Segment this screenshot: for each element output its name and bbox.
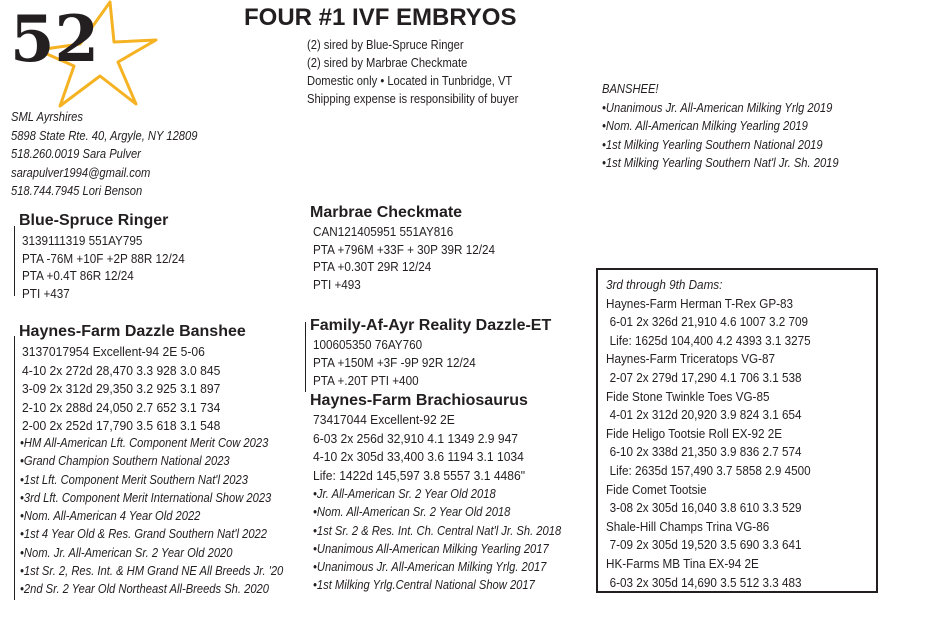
- record-line: 6-03 2x 256d 32,910 4.1 1349 2.9 947: [313, 430, 519, 446]
- sire-details-dazzle-et: [313, 336, 476, 390]
- banshee-notes: [602, 80, 839, 173]
- consignor-line: 5898 State Rte. 40, Argyle, NY 12809: [11, 127, 198, 143]
- dam-entry-name: Fide Heligo Tootsie Roll EX-92 2E: [606, 425, 783, 441]
- consignor-info: [11, 108, 197, 201]
- dam-entry-name: Shale-Hill Champs Trina VG-86: [606, 518, 770, 534]
- sire-name-ringer: Blue-Spruce Ringer: [19, 212, 169, 229]
- consignor-line: SML Ayrshires: [11, 109, 83, 124]
- banshee-note-item: •Unanimous Jr. All-American Milking Yrlg 2019: [602, 99, 833, 115]
- divider: [14, 336, 15, 600]
- banshee-note-item: •Nom. All-American Milking Yearling 2019: [602, 118, 808, 133]
- award-item: •1st Lft. Component Merit Southern Nat'l 2023: [20, 471, 248, 487]
- record-line: 3137017954 Excellent-94 2E 5-06: [22, 344, 205, 359]
- dam-record-line: 7-09 2x 305d 19,520 3.5 690 3.3 641: [609, 537, 802, 553]
- dam-record-line: Life: 1625d 104,400 4.2 4393 3.1 3275: [609, 332, 811, 348]
- consignor-line: 518.260.0019 Sara Pulver: [11, 146, 141, 161]
- award-item: •1st Milking Yrlg.Central National Show 2017: [313, 577, 535, 593]
- dam-record-line: 4-01 2x 312d 20,920 3.9 824 3.1 654: [609, 407, 802, 423]
- award-item: •3rd Lft. Component Merit International Show 2023: [20, 489, 272, 505]
- award-item: •Grand Champion Southern National 2023: [20, 453, 230, 469]
- sire-details-checkmate: [313, 223, 495, 293]
- dams-list: [606, 276, 811, 592]
- dam-record-line: 6-01 2x 326d 21,910 4.6 1007 3.2 709: [609, 314, 809, 330]
- dam-name-brachiosaurus: Haynes-Farm Brachiosaurus: [310, 392, 528, 409]
- record-line: 4-10 2x 305d 33,400 3.6 1194 3.1 1034: [313, 449, 524, 464]
- detail-line: Shipping expense is responsibility of buyer: [307, 91, 519, 106]
- consignor-line: 518.744.7945 Lori Benson: [11, 183, 143, 198]
- dam-entry-name: HK-Farms MB Tina EX-94 2E: [606, 555, 759, 571]
- sire-line: PTA +0.4T 86R 12/24: [22, 268, 134, 283]
- dam-entry-name: Fide Stone Twinkle Toes VG-85: [606, 388, 770, 404]
- awards-banshee: [20, 434, 283, 599]
- sire-line: PTI +493: [313, 276, 361, 292]
- lot-title: FOUR #1 IVF EMBRYOS: [244, 4, 517, 31]
- dam-records-banshee: [22, 343, 220, 436]
- banshee-note-item: •1st Milking Yearling Southern Nat'l Jr. Sh. 2019: [602, 155, 839, 170]
- record-line: 4-10 2x 272d 28,470 3.3 928 3.0 845: [22, 362, 221, 378]
- record-line: 2-00 2x 252d 17,790 3.5 618 3.1 548: [22, 418, 221, 433]
- award-item: •1st 4 Year Old & Res. Grand Southern Nat'l 2022: [20, 526, 267, 542]
- dam-records-brachiosaurus: [313, 411, 525, 485]
- consignor-line: sarapulver1994@gmail.com: [11, 164, 151, 180]
- award-item: •1st Sr. 2, Res. Int. & HM Grand NE All Breeds Jr. '20: [20, 563, 284, 579]
- dam-record-line: 2-07 2x 279d 17,290 4.1 706 3.1 538: [609, 369, 802, 385]
- sire-name-dazzle-et: Family-Af-Ayr Reality Dazzle-ET: [310, 317, 552, 334]
- award-item: •1st Sr. 2 & Res. Int. Ch. Central Nat'l Jr. Sh. 2018: [313, 522, 562, 538]
- sire-line: 3139111319 551AY795: [22, 233, 143, 248]
- award-item: •Nom. All-American Sr. 2 Year Old 2018: [313, 504, 511, 520]
- divider: [14, 226, 15, 296]
- award-item: •Unanimous All-American Milking Yearling 2017: [313, 540, 549, 556]
- sire-line: CAN121405951 551AY816: [313, 224, 454, 239]
- sire-name-checkmate: Marbrae Checkmate: [310, 204, 463, 221]
- detail-line: (2) sired by Marbrae Checkmate: [307, 55, 468, 70]
- award-item: •Nom. All-American 4 Year Old 2022: [20, 508, 201, 524]
- dam-entry-name: Haynes-Farm Herman T-Rex GP-83: [606, 295, 794, 311]
- sire-line: PTA +0.30T 29R 12/24: [313, 259, 432, 274]
- awards-brachiosaurus: [313, 485, 561, 595]
- record-line: Life: 1422d 145,597 3.8 5557 3.1 4486": [313, 467, 526, 483]
- sire-line: PTA +150M +3F -9P 92R 12/24: [313, 355, 476, 370]
- lot-number: 52: [10, 2, 100, 77]
- award-item: •Unanimous Jr. All-American Milking Yrlg. 2017: [313, 559, 547, 575]
- dam-entry-name: Haynes-Farm Triceratops VG-87: [606, 351, 776, 367]
- sire-line: PTI +437: [22, 285, 70, 301]
- dam-record-line: 3-08 2x 305d 16,040 3.8 610 3.3 529: [609, 500, 802, 516]
- lot-details: [307, 36, 518, 108]
- award-item: •2nd Sr. 2 Year Old Northeast All-Breeds Sh. 2020: [20, 581, 269, 597]
- dam-entry-name: Fide Comet Tootsie: [606, 481, 707, 497]
- dam-record-line: 6-03 2x 305d 14,690 3.5 512 3.3 483: [609, 574, 802, 590]
- award-item: •HM All-American Lft. Component Merit Cow 2023: [20, 435, 269, 450]
- sire-line: 100605350 76AY760: [313, 337, 423, 352]
- record-line: 2-10 2x 288d 24,050 2.7 652 3.1 734: [22, 399, 221, 415]
- record-line: 3-09 2x 312d 29,350 3.2 925 3.1 897: [22, 381, 221, 396]
- sire-details-ringer: [22, 232, 185, 302]
- detail-line: Domestic only • Located in Tunbridge, VT: [307, 73, 513, 88]
- sire-line: PTA +.20T PTI +400: [313, 373, 419, 388]
- divider: [305, 322, 306, 392]
- banshee-notes-title: BANSHEE!: [602, 81, 659, 96]
- dam-record-line: Life: 2635d 157,490 3.7 5858 2.9 4500: [609, 462, 811, 478]
- detail-line: (2) sired by Blue-Spruce Ringer: [307, 37, 464, 52]
- dams-title: 3rd through 9th Dams:: [606, 277, 723, 292]
- record-line: 73417044 Excellent-92 2E: [313, 412, 455, 427]
- award-item: •Jr. All-American Sr. 2 Year Old 2018: [313, 486, 496, 501]
- dam-record-line: 6-10 2x 338d 21,350 3.9 836 2.7 574: [609, 444, 802, 460]
- sire-line: PTA -76M +10F +2P 88R 12/24: [22, 250, 185, 266]
- banshee-note-item: •1st Milking Yearling Southern National 2019: [602, 136, 823, 152]
- dam-name-banshee: Haynes-Farm Dazzle Banshee: [19, 323, 246, 340]
- sire-line: PTA +796M +33F + 30P 39R 12/24: [313, 241, 496, 257]
- award-item: •Nom. Jr. All-American Sr. 2 Year Old 2020: [20, 544, 233, 560]
